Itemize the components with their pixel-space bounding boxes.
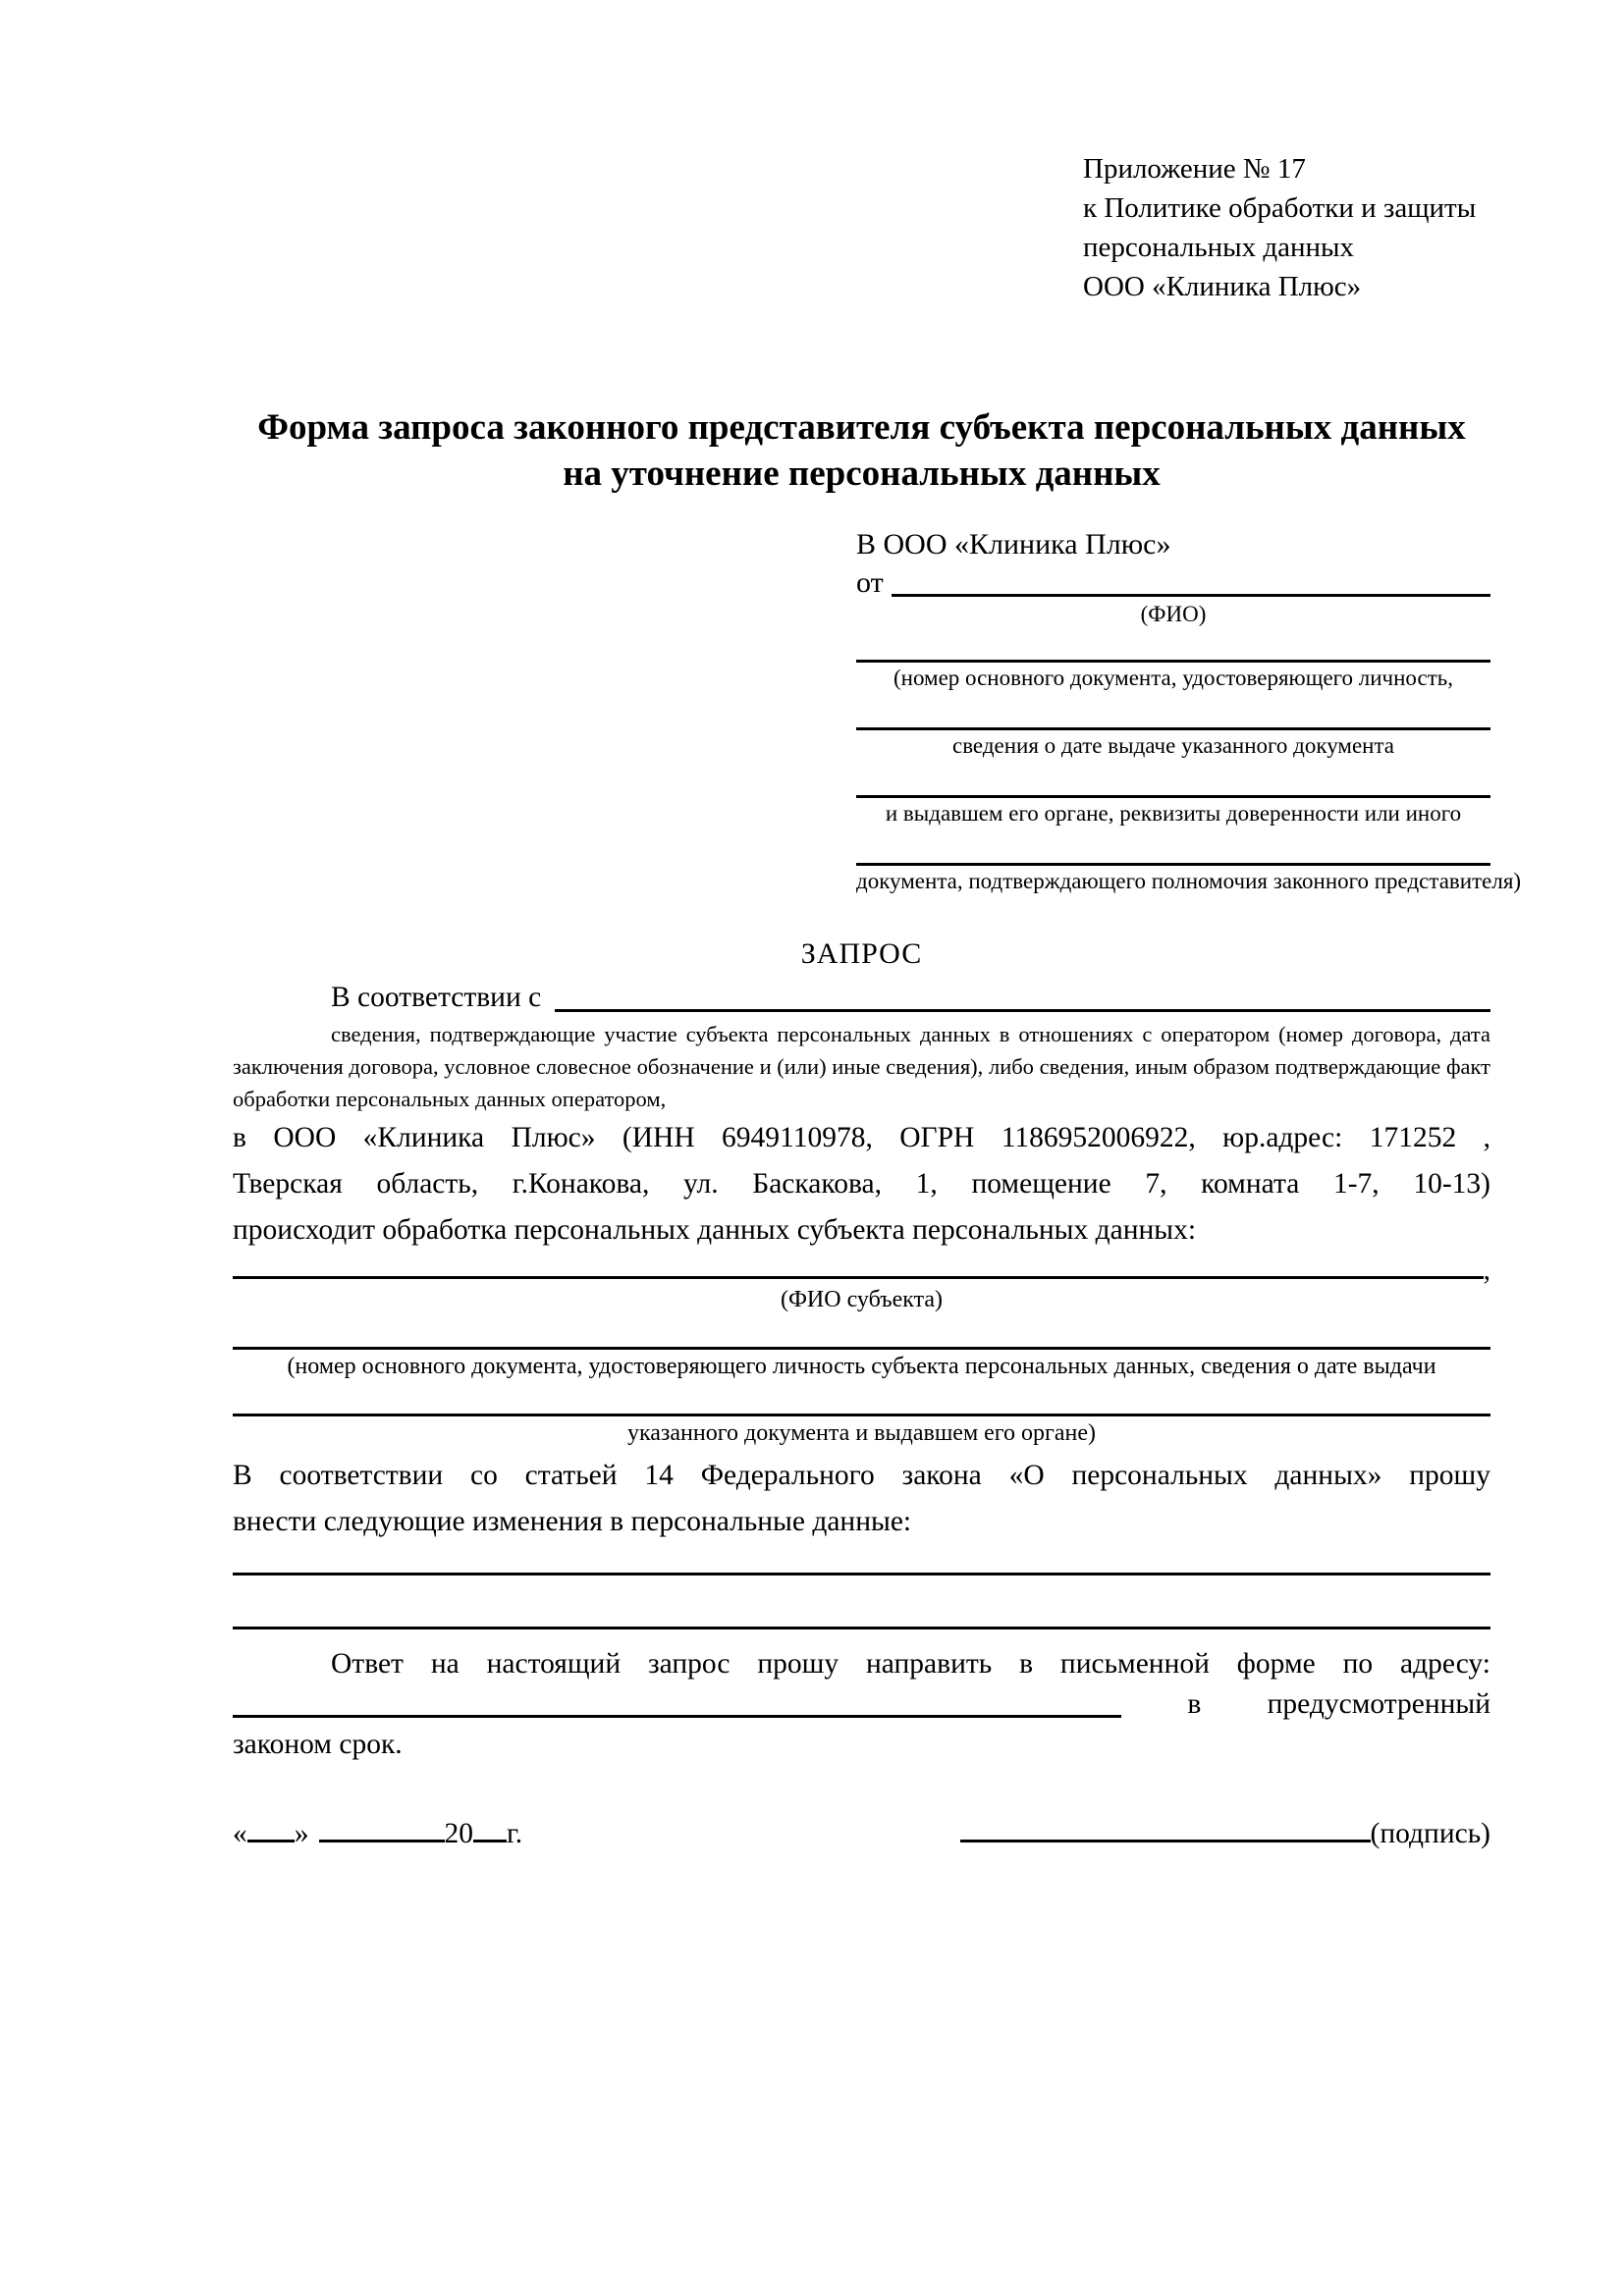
date-day-blank-line (247, 1836, 295, 1842)
law-paragraph (233, 1453, 1490, 1545)
basis-blank-line (555, 1009, 1490, 1012)
subject-fio-blank-line (233, 1276, 1484, 1279)
date-year-suffix: г. (507, 1818, 523, 1849)
operator-paragraph (233, 1115, 1490, 1254)
authority-confirmation-blank-line (856, 863, 1490, 866)
footer-row (233, 1816, 1490, 1851)
document-title-line: Форма запроса законного представителя субъекта персональных данных (257, 407, 1466, 448)
law-paragraph-line: В соответствии со статьей 14 Федерального закона «О персональных данных» прошу (233, 1460, 1490, 1491)
subject-fio-row (233, 1255, 1490, 1286)
signature-group (960, 1816, 1490, 1851)
reply-address-blank-line (233, 1715, 1121, 1718)
signature-blank-line (960, 1836, 1371, 1842)
operator-paragraph-line: происходит обработка персональных данных субъекта персональных данных: (233, 1214, 1197, 1246)
basis-prefix: В соответствии с (331, 982, 542, 1013)
subject-doc-caption-2: указанного документа и выдавшем его органе) (626, 1420, 1097, 1446)
date-year-blank-line (473, 1836, 507, 1842)
request-heading: ЗАПРОС (800, 937, 923, 970)
appendix-line: Приложение № 17 (1083, 153, 1306, 185)
subject-fio-comma: , (1483, 1255, 1490, 1286)
date-quote-open: « (233, 1818, 247, 1849)
changes-blank-line-2 (233, 1627, 1490, 1629)
issuing-authority-caption: и выдавшем его органе, реквизиты доверенности или иного (885, 801, 1462, 826)
doc-issue-date-blank-line (856, 727, 1490, 730)
addressee-block (856, 524, 1522, 895)
reply-paragraph-line: Ответ на настоящий запрос прошу направить в письменной форме по адресу: (331, 1648, 1490, 1680)
appendix-line: ООО «Клиника Плюс» (1083, 271, 1362, 302)
date-year-prefix: 20 (444, 1818, 473, 1849)
appendix-line: персональных данных (1083, 232, 1355, 263)
from-row (856, 565, 1490, 599)
basis-row (233, 978, 1490, 1015)
reply-paragraph-end: законом срок. (233, 1729, 403, 1760)
from-label: от (856, 566, 884, 599)
representative-doc-caption: (номер основного документа, удостоверяющего личность, (893, 666, 1453, 690)
fio-blank-line (892, 594, 1490, 597)
signature-caption: (подпись) (1370, 1818, 1490, 1849)
date-group (233, 1816, 522, 1851)
subject-fio-caption: (ФИО субъекта) (780, 1287, 944, 1312)
basis-legend-line: сведения, подтверждающие участие субъекта персональных данных в отношениях с оператором (номер договора, дата (331, 1022, 1490, 1046)
operator-paragraph-line: Тверская область, г.Конакова, ул. Баскакова, 1, помещение 7, комната 1-7, 10-13) (233, 1168, 1490, 1200)
basis-legend-line: заключения договора, условное словесное обозначение и (или) иные сведения), либо сведения, иным образом подтверждающие факт (233, 1054, 1490, 1079)
reply-address-row (233, 1684, 1490, 1722)
doc-issue-date-caption: сведения о дате выдаче указанного документа (951, 733, 1395, 758)
representative-doc-blank-line (856, 660, 1490, 663)
basis-legend (233, 1018, 1490, 1115)
changes-blank-line (233, 1573, 1490, 1575)
operator-paragraph-line: в ООО «Клиника Плюс» (ИНН 6949110978, ОГРН 1186952006922, юр.адрес: 171252 , (233, 1122, 1490, 1153)
appendix-line: к Политике обработки и защиты (1083, 192, 1477, 224)
reply-word: в (1187, 1688, 1202, 1720)
issuing-authority-blank-line (856, 795, 1490, 798)
addressee-organization: В ООО «Клиника Плюс» (856, 528, 1171, 561)
fio-caption: (ФИО) (1140, 602, 1207, 626)
appendix-block (1083, 149, 1490, 306)
basis-legend-line: обработки персональных данных оператором, (233, 1087, 667, 1111)
date-month-blank-line (319, 1836, 445, 1842)
authority-confirmation-caption: документа, подтверждающего полномочия законного представителя) (856, 869, 1522, 893)
law-paragraph-line: внести следующие изменения в персональные данные: (233, 1506, 912, 1537)
subject-doc-blank-line (233, 1347, 1490, 1350)
document-title-line: на уточнение персональных данных (563, 454, 1161, 494)
subject-doc-caption: (номер основного документа, удостоверяющего личность субъекта персональных данных, сведения о дате выдачи (287, 1354, 1436, 1379)
subject-doc-blank-line-2 (233, 1414, 1490, 1416)
date-quote-close: » (294, 1818, 309, 1849)
reply-word: предусмотренный (1267, 1688, 1490, 1720)
document-title (233, 404, 1490, 497)
